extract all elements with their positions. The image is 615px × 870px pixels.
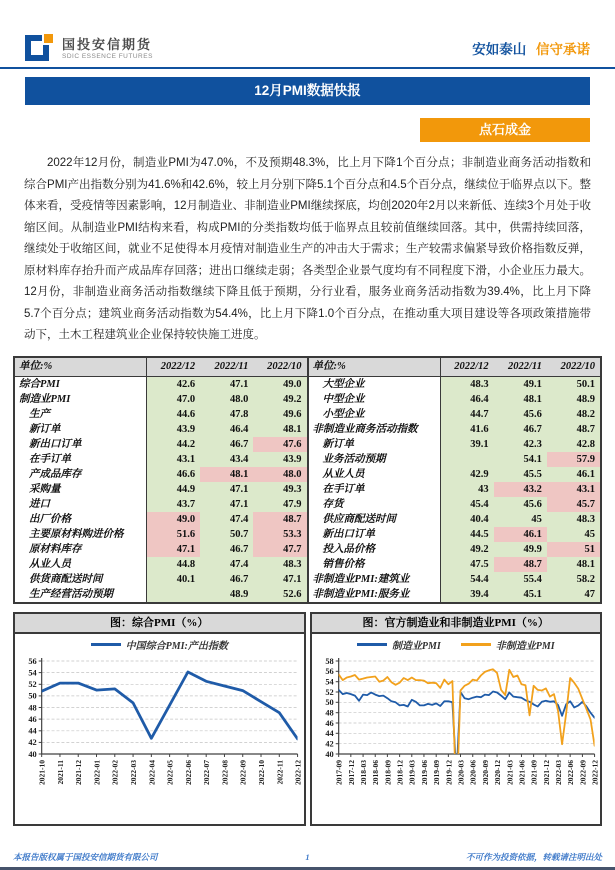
table-row bbox=[309, 527, 601, 542]
svg-text:2022-08: 2022-08 bbox=[220, 759, 230, 785]
table-row bbox=[15, 437, 307, 452]
svg-text:2021-09: 2021-09 bbox=[529, 759, 539, 785]
line-chart-svg bbox=[15, 656, 304, 824]
svg-text:2021-10: 2021-10 bbox=[37, 759, 47, 785]
svg-text:2017-09: 2017-09 bbox=[334, 759, 344, 785]
column-header: 2022/12 bbox=[454, 360, 489, 372]
svg-text:2018-12: 2018-12 bbox=[395, 759, 405, 785]
row-label: 主要原材料购进价格 bbox=[15, 527, 147, 542]
svg-text:56: 56 bbox=[324, 665, 334, 676]
svg-text:2022-12: 2022-12 bbox=[293, 759, 303, 785]
value-cell: 43.9 bbox=[147, 422, 200, 437]
value-cell: 44.2 bbox=[147, 437, 200, 452]
value-cell: 46.7 bbox=[200, 437, 253, 452]
table-row bbox=[15, 512, 307, 527]
svg-text:58: 58 bbox=[324, 655, 334, 666]
table-row bbox=[309, 557, 601, 572]
value-cell: 48.1 bbox=[253, 422, 306, 437]
svg-text:40: 40 bbox=[28, 748, 37, 759]
svg-text:2022-11: 2022-11 bbox=[275, 759, 285, 785]
value-cell: 46.1 bbox=[494, 527, 547, 542]
row-label: 销售价格 bbox=[309, 557, 441, 572]
chart-legend bbox=[15, 634, 304, 656]
value-cell: 43.1 bbox=[147, 452, 200, 467]
legend-line-swatch bbox=[461, 643, 491, 646]
value-cell: 48.3 bbox=[441, 377, 494, 392]
svg-text:2020-09: 2020-09 bbox=[480, 759, 490, 785]
table-row bbox=[309, 542, 601, 557]
svg-text:2022-03: 2022-03 bbox=[129, 759, 139, 785]
value-cell: 47.4 bbox=[200, 557, 253, 572]
row-label: 非制造业商务活动指数 bbox=[309, 422, 441, 437]
company-slogan bbox=[472, 38, 590, 62]
svg-text:2022-06: 2022-06 bbox=[183, 759, 193, 785]
svg-text:54: 54 bbox=[324, 675, 334, 687]
column-header: 2022/11 bbox=[214, 360, 249, 372]
value-cell: 43.1 bbox=[547, 482, 600, 497]
row-label: 投入品价格 bbox=[309, 542, 441, 557]
value-cell: 46.7 bbox=[200, 542, 253, 557]
table-row bbox=[15, 452, 307, 467]
value-cell: 39.4 bbox=[441, 587, 494, 602]
table-row bbox=[15, 587, 307, 602]
row-label: 存货 bbox=[309, 497, 441, 512]
svg-text:42: 42 bbox=[28, 736, 37, 747]
value-cell: 50.7 bbox=[200, 527, 253, 542]
value-cell: 47.4 bbox=[200, 512, 253, 527]
table-row bbox=[15, 467, 307, 482]
svg-text:46: 46 bbox=[28, 713, 37, 724]
value-cell: 48.0 bbox=[253, 467, 306, 482]
value-cell: 49.6 bbox=[253, 407, 306, 422]
value-cell: 47.7 bbox=[253, 542, 306, 557]
footer-disclaimer: 不可作为投资依据，转载请注明出处 bbox=[465, 852, 602, 862]
svg-text:2022-01: 2022-01 bbox=[92, 759, 102, 785]
chart-title: 图：综合PMI（%） bbox=[15, 614, 304, 634]
svg-text:44: 44 bbox=[324, 727, 334, 738]
value-cell: 43 bbox=[441, 482, 494, 497]
slogan-orange: 信守承诺 bbox=[536, 42, 590, 57]
table-row bbox=[309, 467, 601, 482]
svg-text:50: 50 bbox=[324, 696, 334, 707]
value-cell: 46.7 bbox=[200, 572, 253, 587]
table-row bbox=[15, 407, 307, 422]
row-label: 供应商配送时间 bbox=[309, 512, 441, 527]
legend-item bbox=[461, 637, 555, 652]
table-row bbox=[15, 557, 307, 572]
pmi-data-table bbox=[13, 356, 602, 604]
page-number: 1 bbox=[305, 852, 310, 862]
svg-text:48: 48 bbox=[28, 701, 37, 712]
value-cell: 47.1 bbox=[253, 572, 306, 587]
svg-text:2022-07: 2022-07 bbox=[202, 759, 212, 785]
row-label: 新订单 bbox=[309, 437, 441, 452]
value-cell: 48.1 bbox=[200, 467, 253, 482]
svg-text:2017-12: 2017-12 bbox=[346, 759, 356, 785]
page-footer bbox=[13, 851, 602, 863]
row-label: 非制造业PMI:服务业 bbox=[309, 587, 441, 602]
value-cell: 48.1 bbox=[547, 557, 600, 572]
svg-text:2022-05: 2022-05 bbox=[165, 759, 175, 785]
legend-label: 中国综合PMI:产出指数 bbox=[125, 641, 228, 652]
row-label: 生产经营活动预期 bbox=[15, 587, 147, 602]
value-cell: 42.6 bbox=[147, 377, 200, 392]
value-cell: 47.0 bbox=[147, 392, 200, 407]
svg-text:52: 52 bbox=[28, 678, 37, 689]
table-row bbox=[309, 512, 601, 527]
table-row bbox=[15, 527, 307, 542]
pmi-table-left bbox=[15, 358, 307, 602]
svg-text:2021-12: 2021-12 bbox=[74, 759, 84, 785]
value-cell: 43.4 bbox=[200, 452, 253, 467]
value-cell: 49.3 bbox=[253, 482, 306, 497]
value-cell: 48.7 bbox=[547, 422, 600, 437]
svg-text:2022-09: 2022-09 bbox=[238, 759, 248, 785]
table-row bbox=[309, 437, 601, 452]
row-label: 产成品库存 bbox=[15, 467, 147, 482]
row-label: 从业人员 bbox=[15, 557, 147, 572]
value-cell: 44.9 bbox=[147, 482, 200, 497]
footer-copyright: 本报告版权属于国投安信期货有限公司 bbox=[13, 852, 158, 862]
company-name: 国投安信期货 bbox=[62, 37, 153, 52]
svg-text:46: 46 bbox=[324, 717, 334, 728]
row-label: 新出口订单 bbox=[15, 437, 147, 452]
svg-text:2020-03: 2020-03 bbox=[456, 759, 465, 785]
legend-label: 制造业PMI bbox=[391, 641, 441, 652]
value-cell: 47.1 bbox=[200, 497, 253, 512]
row-label: 非制造业PMI:建筑业 bbox=[309, 572, 441, 587]
svg-text:2018-03: 2018-03 bbox=[358, 759, 368, 785]
charts-row bbox=[13, 612, 602, 826]
svg-text:2022-02: 2022-02 bbox=[110, 759, 120, 785]
svg-text:2022-06: 2022-06 bbox=[565, 759, 575, 785]
value-cell: 44.7 bbox=[441, 407, 494, 422]
svg-text:56: 56 bbox=[28, 655, 37, 666]
svg-text:2021-11: 2021-11 bbox=[55, 759, 65, 785]
svg-text:48: 48 bbox=[324, 706, 334, 718]
value-cell: 49.2 bbox=[441, 542, 494, 557]
svg-text:52: 52 bbox=[324, 686, 334, 697]
chart-legend bbox=[312, 634, 601, 656]
company-logo bbox=[25, 32, 153, 62]
value-cell: 46.6 bbox=[147, 467, 200, 482]
svg-text:2019-09: 2019-09 bbox=[431, 759, 441, 785]
table-row bbox=[15, 542, 307, 557]
value-cell: 48.0 bbox=[200, 392, 253, 407]
value-cell: 48.7 bbox=[253, 512, 306, 527]
svg-text:2022-10: 2022-10 bbox=[257, 759, 266, 785]
svg-text:2021-03: 2021-03 bbox=[504, 759, 514, 785]
value-cell: 45.7 bbox=[547, 497, 600, 512]
value-cell: 50.1 bbox=[547, 377, 600, 392]
legend-line-swatch bbox=[91, 643, 121, 646]
value-cell: 39.1 bbox=[441, 437, 494, 452]
row-label: 出厂价格 bbox=[15, 512, 147, 527]
value-cell: 44.6 bbox=[147, 407, 200, 422]
svg-text:2022-03: 2022-03 bbox=[553, 759, 563, 785]
value-cell: 47.9 bbox=[253, 497, 306, 512]
svg-text:2021-06: 2021-06 bbox=[516, 759, 526, 785]
chart-composite-pmi bbox=[13, 612, 306, 826]
value-cell: 43.7 bbox=[147, 497, 200, 512]
table-row bbox=[309, 377, 601, 392]
value-cell: 46.4 bbox=[200, 422, 253, 437]
line-chart-svg bbox=[312, 656, 601, 824]
row-label: 新出口订单 bbox=[309, 527, 441, 542]
row-label: 进口 bbox=[15, 497, 147, 512]
page-header bbox=[0, 0, 615, 69]
value-cell: 47.1 bbox=[200, 377, 253, 392]
value-cell: 45.6 bbox=[494, 407, 547, 422]
value-cell: 55.4 bbox=[494, 572, 547, 587]
value-cell: 49.9 bbox=[494, 542, 547, 557]
value-cell: 45 bbox=[547, 527, 600, 542]
svg-text:2020-06: 2020-06 bbox=[468, 759, 478, 785]
value-cell: 46.4 bbox=[441, 392, 494, 407]
table-header-row bbox=[309, 358, 601, 377]
report-paragraph: 2022年12月份，制造业PMI为47.0%，不及预期48.3%，比上月下降1个百分点；非制造业商务活动指数和综合PMI产出指数分别为41.6%和42.6%，较上月分别下降5.1个百分点和4.5个百分点，继续位于临界点以下。整体来看，受疫情等因素影响，12月制造业、非制造业PMI继续探底，均创2020年2月以来新低、连续3个月处于收缩区间。从制造业PMI结构来看，构成PMI的分类指数均低于临界点且较前值继续回落。其中，供需持续回落，继续处于收缩区间，就业不足使得本月疫情对制造业生产的冲击大于需求；生产较需求偏紧导致价格指数反弹，原材料库存抬升而产成品库存回落；进出口继续走弱；各类型企业景气度均有不同程度下滑，小企业压力最大。12月份，非制造业商务活动指数继续下降且低于预期，分行业看，服务业商务活动指数为39.4%，比上月下降5.7个百分点；建筑业商务活动指数为54.4%，比上月下降1.0个百分点，在推动重大项目建设等各项政策措施带动下，土木工程建筑业企业保持较快施工进度。 bbox=[24, 157, 591, 341]
value-cell: 49.0 bbox=[253, 377, 306, 392]
row-label: 小型企业 bbox=[309, 407, 441, 422]
value-cell: 47.6 bbox=[253, 437, 306, 452]
svg-text:42: 42 bbox=[324, 737, 334, 749]
svg-text:2019-12: 2019-12 bbox=[443, 759, 453, 785]
value-cell bbox=[441, 452, 494, 467]
table-row bbox=[15, 422, 307, 437]
legend-line-swatch bbox=[357, 643, 387, 646]
table-row bbox=[309, 392, 601, 407]
slogan-blue: 安如泰山 bbox=[472, 42, 527, 57]
value-cell: 40.1 bbox=[147, 572, 200, 587]
svg-text:2018-06: 2018-06 bbox=[370, 759, 380, 785]
column-header: 2022/10 bbox=[267, 360, 302, 372]
value-cell: 48.7 bbox=[494, 557, 547, 572]
row-label: 业务活动预期 bbox=[309, 452, 441, 467]
row-label: 在手订单 bbox=[15, 452, 147, 467]
value-cell: 48.3 bbox=[253, 557, 306, 572]
table-row bbox=[309, 407, 601, 422]
value-cell: 47 bbox=[547, 587, 600, 602]
svg-text:54: 54 bbox=[28, 666, 37, 677]
svg-text:50: 50 bbox=[28, 690, 37, 701]
table-row bbox=[309, 422, 601, 437]
table-row bbox=[15, 392, 307, 407]
table-row bbox=[15, 572, 307, 587]
row-label: 在手订单 bbox=[309, 482, 441, 497]
table-row bbox=[15, 482, 307, 497]
row-label: 大型企业 bbox=[309, 377, 441, 392]
value-cell: 48.2 bbox=[547, 407, 600, 422]
row-label: 制造业PMI bbox=[15, 392, 147, 407]
value-cell: 46.7 bbox=[494, 422, 547, 437]
svg-text:2019-06: 2019-06 bbox=[419, 759, 429, 785]
column-header: 2022/10 bbox=[560, 360, 596, 372]
table-row bbox=[309, 452, 601, 467]
value-cell: 47.5 bbox=[441, 557, 494, 572]
svg-text:2022-12: 2022-12 bbox=[590, 759, 600, 785]
value-cell: 53.3 bbox=[253, 527, 306, 542]
table-row bbox=[15, 497, 307, 512]
svg-text:2020-12: 2020-12 bbox=[492, 759, 502, 785]
value-cell: 44.5 bbox=[441, 527, 494, 542]
value-cell: 48.9 bbox=[200, 587, 253, 602]
value-cell: 51.6 bbox=[147, 527, 200, 542]
value-cell: 42.9 bbox=[441, 467, 494, 482]
value-cell: 43.9 bbox=[253, 452, 306, 467]
table-row bbox=[309, 482, 601, 497]
table-row bbox=[15, 377, 307, 392]
column-badge: 点石成金 bbox=[420, 118, 590, 142]
column-header: 2022/11 bbox=[508, 360, 542, 372]
table-body-right bbox=[309, 377, 601, 602]
row-label: 从业人员 bbox=[309, 467, 441, 482]
chart-mfg-nonmfg-pmi bbox=[310, 612, 603, 826]
unit-label: 单位:% bbox=[309, 358, 441, 376]
value-cell: 47.1 bbox=[147, 542, 200, 557]
value-cell: 49.0 bbox=[147, 512, 200, 527]
value-cell: 41.6 bbox=[441, 422, 494, 437]
svg-text:40: 40 bbox=[324, 748, 334, 759]
pmi-table-right bbox=[307, 358, 601, 602]
value-cell: 42.8 bbox=[547, 437, 600, 452]
report-title-banner: 12月PMI数据快报 bbox=[25, 77, 590, 105]
svg-text:2022-04: 2022-04 bbox=[147, 759, 157, 785]
svg-text:2021-12: 2021-12 bbox=[541, 759, 551, 785]
value-cell: 52.6 bbox=[253, 587, 306, 602]
legend-label: 非制造业PMI bbox=[495, 641, 555, 652]
value-cell: 54.4 bbox=[441, 572, 494, 587]
svg-text:2018-09: 2018-09 bbox=[382, 759, 392, 785]
row-label: 供货商配送时间 bbox=[15, 572, 147, 587]
value-cell: 45.6 bbox=[494, 497, 547, 512]
table-row bbox=[309, 587, 601, 602]
legend-item bbox=[91, 637, 228, 652]
value-cell: 57.9 bbox=[547, 452, 600, 467]
value-cell: 58.2 bbox=[547, 572, 600, 587]
value-cell: 49.1 bbox=[494, 377, 547, 392]
table-row bbox=[309, 572, 601, 587]
row-label: 综合PMI bbox=[15, 377, 147, 392]
svg-text:2022-09: 2022-09 bbox=[577, 759, 587, 785]
value-cell: 48.1 bbox=[494, 392, 547, 407]
value-cell: 54.1 bbox=[494, 452, 547, 467]
value-cell: 48.3 bbox=[547, 512, 600, 527]
value-cell: 48.9 bbox=[547, 392, 600, 407]
chart-title: 图：官方制造业和非制造业PMI（%） bbox=[312, 614, 601, 634]
row-label: 新订单 bbox=[15, 422, 147, 437]
header-divider bbox=[0, 67, 615, 69]
value-cell: 45.5 bbox=[494, 467, 547, 482]
value-cell bbox=[147, 587, 200, 602]
value-cell: 47.1 bbox=[200, 482, 253, 497]
value-cell: 45.4 bbox=[441, 497, 494, 512]
table-row bbox=[309, 497, 601, 512]
value-cell: 47.8 bbox=[200, 407, 253, 422]
company-name-en: SDIC ESSENCE FUTURES bbox=[62, 53, 153, 60]
row-label: 生产 bbox=[15, 407, 147, 422]
table-body-left bbox=[15, 377, 307, 602]
row-label: 原材料库存 bbox=[15, 542, 147, 557]
value-cell: 45.1 bbox=[494, 587, 547, 602]
unit-label: 单位:% bbox=[15, 358, 147, 376]
value-cell: 46.1 bbox=[547, 467, 600, 482]
value-cell: 42.3 bbox=[494, 437, 547, 452]
logo-mark-icon bbox=[25, 32, 55, 62]
value-cell: 44.8 bbox=[147, 557, 200, 572]
svg-text:2019-03: 2019-03 bbox=[407, 759, 417, 785]
value-cell: 49.2 bbox=[253, 392, 306, 407]
row-label: 中型企业 bbox=[309, 392, 441, 407]
value-cell: 40.4 bbox=[441, 512, 494, 527]
value-cell: 51 bbox=[547, 542, 600, 557]
row-label: 采购量 bbox=[15, 482, 147, 497]
legend-item bbox=[357, 637, 441, 652]
value-cell: 43.2 bbox=[494, 482, 547, 497]
column-header: 2022/12 bbox=[160, 360, 196, 372]
svg-text:44: 44 bbox=[28, 725, 37, 736]
value-cell: 45 bbox=[494, 512, 547, 527]
table-header-row bbox=[15, 358, 307, 377]
